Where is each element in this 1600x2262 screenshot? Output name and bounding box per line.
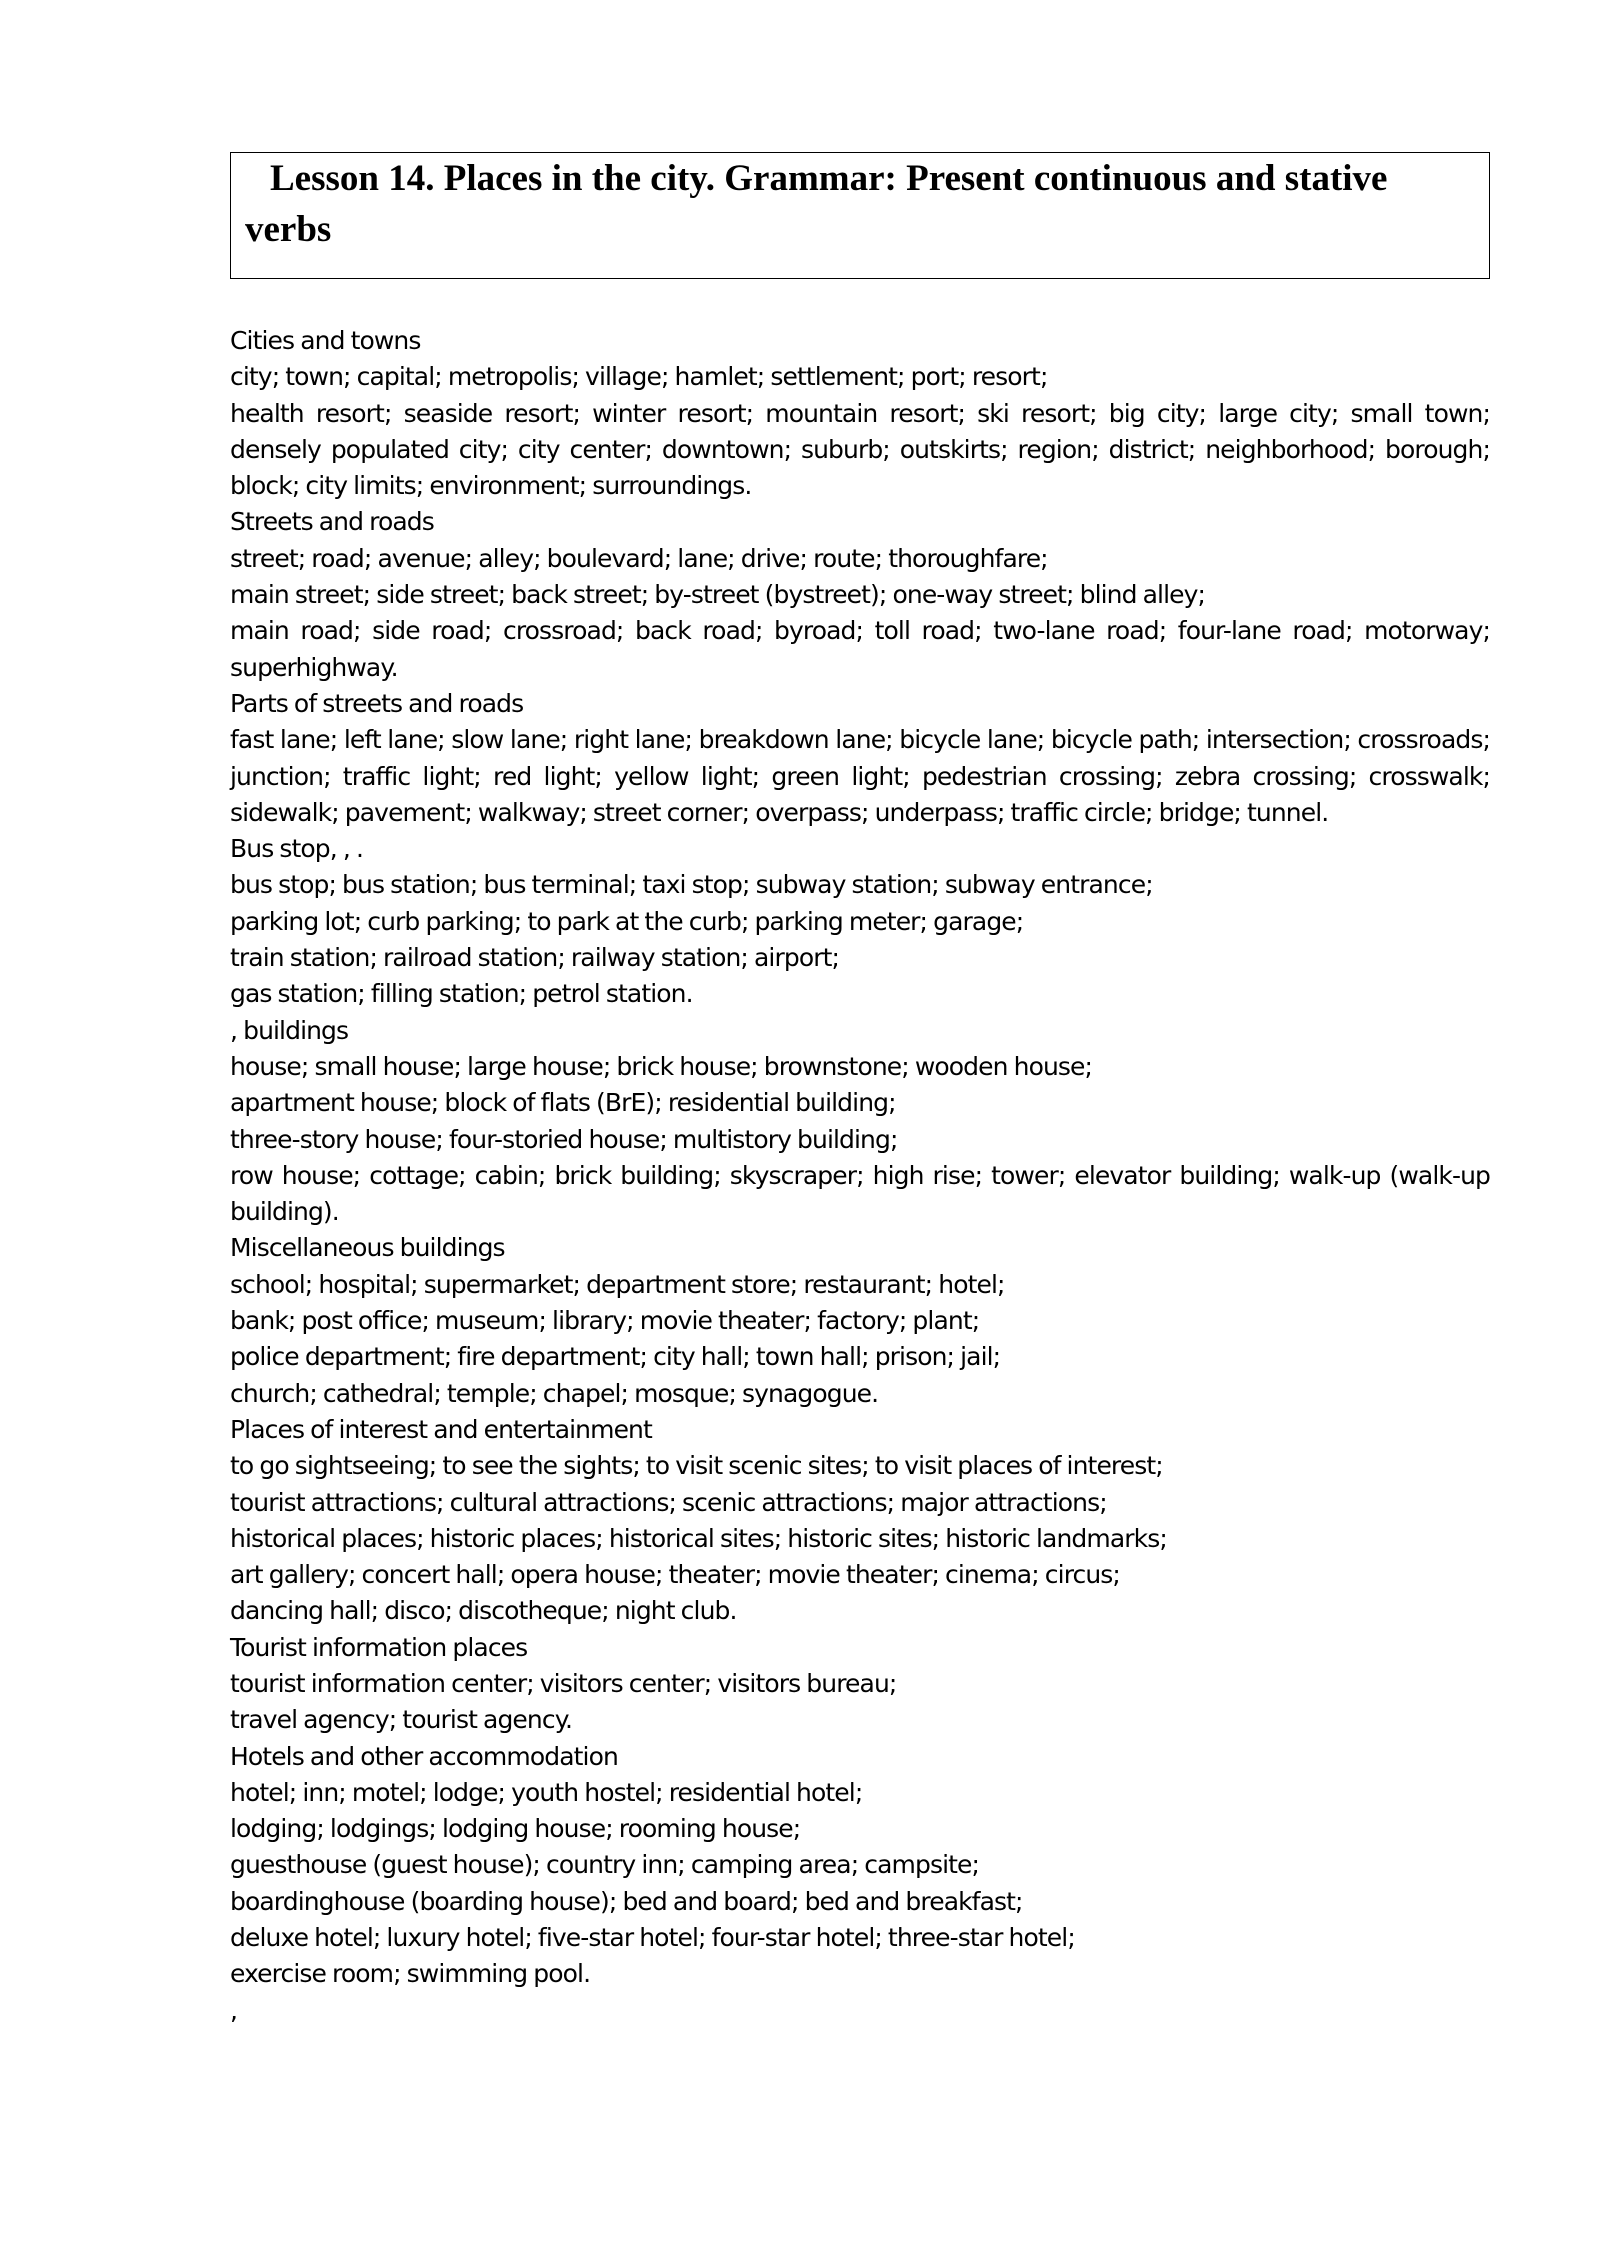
- vocab-line: apartment house; block of flats (BrE); residential building;: [230, 1088, 896, 1118]
- vocabulary-content: [230, 323, 1490, 2029]
- vocab-line: tourist information center; visitors center; visitors bureau;: [230, 1668, 897, 1698]
- vocab-line: school; hospital; supermarket; department store; restaurant; hotel;: [230, 1269, 1005, 1299]
- section-heading-tourist: Tourist information places: [230, 1632, 528, 1662]
- vocab-paragraph: row house; cottage; cabin; brick building; skyscraper; high rise; tower; elevator building; walk-up (walk-up building).: [230, 1160, 1490, 1227]
- section-heading-interest: Places of interest and entertainment: [230, 1414, 652, 1444]
- vocab-line: lodging; lodgings; lodging house; rooming house;: [230, 1814, 801, 1844]
- vocab-line: three-story house; four-storied house; multistory building;: [230, 1124, 898, 1154]
- lesson-title: Lesson 14. Places in the city. Grammar: Present continuous and stative verbs: [245, 158, 1388, 250]
- vocab-paragraph: health resort; seaside resort; winter resort; mountain resort; ski resort; big city; large city; small town; densely populated city; city center; downtown; suburb; outskirts; region; district; neighborhood; borough; block; city limits; environment; surroundings.: [230, 398, 1490, 501]
- section-heading-misc: Miscellaneous buildings: [230, 1233, 505, 1263]
- vocab-line: dancing hall; disco; discotheque; night club.: [230, 1596, 737, 1626]
- vocab-line: train station; railroad station; railway station; airport;: [230, 943, 840, 973]
- vocab-line: house; small house; large house; brick house; brownstone; wooden house;: [230, 1051, 1093, 1081]
- vocab-line: historical places; historic places; historical sites; historic sites; historic landmarks;: [230, 1523, 1167, 1553]
- vocab-line: street; road; avenue; alley; boulevard; lane; drive; route; thoroughfare;: [230, 543, 1048, 573]
- section-heading-transport: Bus stop, , .: [230, 834, 363, 864]
- document-page: [230, 152, 1490, 2029]
- vocab-line: main street; side street; back street; by-street (bystreet); one-way street; blind alley;: [230, 580, 1206, 610]
- vocab-line: tourist attractions; cultural attractions; scenic attractions; major attractions;: [230, 1487, 1107, 1517]
- vocab-line: art gallery; concert hall; opera house; theater; movie theater; cinema; circus;: [230, 1560, 1120, 1590]
- section-heading-parts: Parts of streets and roads: [230, 688, 524, 718]
- vocab-line: parking lot; curb parking; to park at the curb; parking meter; garage;: [230, 906, 1024, 936]
- section-heading-streets: Streets and roads: [230, 507, 434, 537]
- vocab-line: travel agency; tourist agency.: [230, 1705, 573, 1735]
- vocab-line: city; town; capital; metropolis; village; hamlet; settlement; port; resort;: [230, 362, 1048, 392]
- vocab-line: boardinghouse (boarding house); bed and board; bed and breakfast;: [230, 1886, 1023, 1916]
- vocab-paragraph: fast lane; left lane; slow lane; right lane; breakdown lane; bicycle lane; bicycle path; intersection; crossroads; junction; traffic light; red light; yellow light; green light; pedestrian crossing; zebra crossing; crosswalk; sidewalk; pavement; walkway; street corner; overpass; underpass; traffic circle; bridge; tunnel.: [230, 725, 1490, 827]
- trailing-comma: ,: [230, 1995, 238, 2025]
- vocab-line: bank; post office; museum; library; movie theater; factory; plant;: [230, 1306, 980, 1336]
- vocab-paragraph: main road; side road; crossroad; back road; byroad; toll road; two-lane road; four-lane road; motorway; superhighway.: [230, 616, 1490, 682]
- vocab-line: hotel; inn; motel; lodge; youth hostel; residential hotel;: [230, 1777, 863, 1807]
- vocab-line: police department; fire department; city hall; town hall; prison; jail;: [230, 1342, 1001, 1372]
- title-box: [230, 152, 1490, 279]
- vocab-line: deluxe hotel; luxury hotel; five-star hotel; four-star hotel; three-star hotel;: [230, 1923, 1075, 1953]
- section-heading-hotels: Hotels and other accommodation: [230, 1741, 618, 1771]
- vocab-line: exercise room; swimming pool.: [230, 1959, 591, 1989]
- section-heading-buildings: , buildings: [230, 1015, 349, 1045]
- vocab-line: bus stop; bus station; bus terminal; taxi stop; subway station; subway entrance;: [230, 870, 1153, 900]
- section-heading-cities: Cities and towns: [230, 326, 421, 355]
- vocab-line: church; cathedral; temple; chapel; mosque; synagogue.: [230, 1378, 879, 1408]
- vocab-line: to go sightseeing; to see the sights; to visit scenic sites; to visit places of interest;: [230, 1451, 1163, 1481]
- vocab-line: gas station; filling station; petrol station.: [230, 979, 693, 1009]
- vocab-line: guesthouse (guest house); country inn; camping area; campsite;: [230, 1850, 980, 1880]
